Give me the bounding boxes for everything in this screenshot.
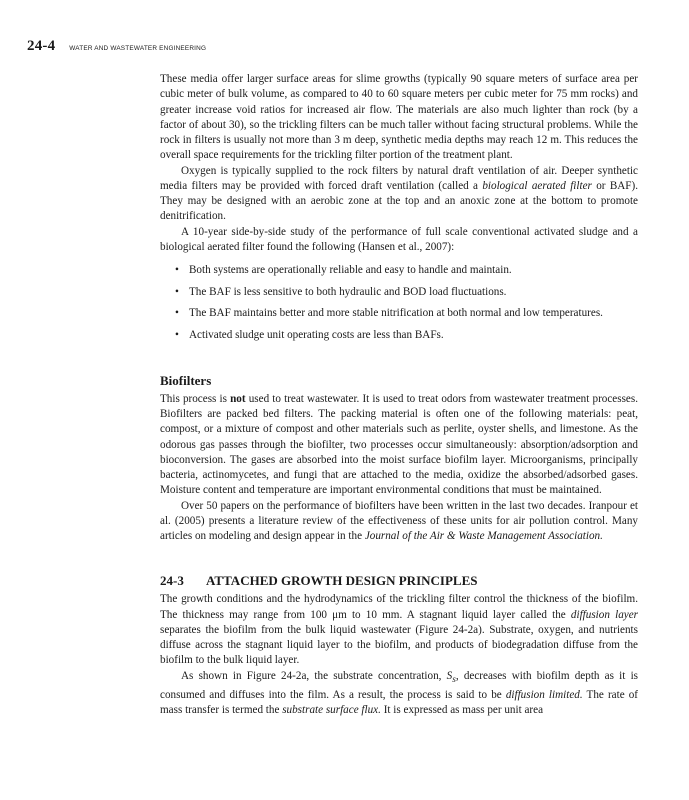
paragraph: Oxygen is typically supplied to the rock filters by natural draft ventilation of air. Deeper synthetic media filters may be provided with forced draft ventilation (called a biological aerated filter or BAF). They may be designed with an aerobic zone at the top and an anoxic zone at the bottom to promote denitrification.: [160, 164, 638, 223]
running-head: WATER AND WASTEWATER ENGINEERING: [69, 45, 207, 52]
page-body: [160, 72, 638, 719]
section-heading: [160, 573, 638, 589]
section-title: ATTACHED GROWTH DESIGN PRINCIPLES: [206, 573, 478, 589]
term: substrate surface flux.: [282, 704, 381, 717]
list-item: • Both systems are operationally reliable and easy to handle and maintain.: [160, 263, 638, 278]
findings-list: [160, 263, 638, 343]
paragraph: These media offer larger surface areas for slime growths (typically 90 square meters of surface area per cubic meter of bulk volume, as compared to 40 to 60 square meters per cubic meter for 75 mm rocks) and greater increase void ratios for increased air flow. The materials are also much lighter than rock (by a factor of about 30), so the trickling filters can be much taller without facing structural problems. While the rock in filters is usually not more than 3 m deep, synthetic media depths may reach 12 m. This reduces the overall space requirements for the trickling filter portion of the treatment plant.: [160, 73, 638, 162]
journal-title: Journal of the Air & Waste Management Association.: [364, 530, 603, 543]
list-item: • The BAF maintains better and more stable nitrification at both normal and low temperatures.: [160, 306, 638, 321]
list-item: • Activated sludge unit operating costs are less than BAFs.: [160, 328, 638, 343]
paragraph: As shown in Figure 24-2a, the substrate concentration, $S_s$, decreases with biofilm depth as it is consumed and diffuses into the film. As a result, the process is said to be diffusion limited. The rate of mass transfer is termed the substrate surface flux. It is expressed as mass per unit area: [160, 669, 639, 717]
section-number: 24-3: [160, 573, 184, 589]
page-number: 24-4: [27, 38, 56, 54]
term: diffusion limited.: [505, 689, 583, 701]
subsection-heading: Biofilters: [160, 372, 212, 388]
paragraph: Over 50 papers on the performance of biofilters have been written in the last two decades. Iranpour et al. (2005) presents a literature review of the effectiveness of these units for air pollution control. Many articles on modeling and design appear in the Journal of the Air & Waste Management Association.: [160, 499, 638, 543]
list-item: • The BAF is less sensitive to both hydraulic and BOD load fluctuations.: [160, 285, 638, 300]
paragraph: A 10-year side-by-side study of the performance of full scale conventional activated sludge and a biological aerated filter found the following (Hansen et al., 2007):: [160, 225, 638, 253]
paragraph: The growth conditions and the hydrodynamics of the trickling filter control the thickness of the biofilm. The thickness may range from 100 μm to 10 mm. A stagnant liquid layer called the diffusion layer separates the biofilm from the bulk liquid wastewater (Figure 24-2a). Substrate, oxygen, and nutrients diffuse across the stagnant liquid layer to the biofilm, and products of biodegradation diffuse from the biofilm to the bulk liquid layer.: [160, 593, 638, 667]
term: diffusion layer: [570, 608, 638, 621]
page-header: [27, 38, 206, 55]
variable-subscript: s: [452, 674, 456, 685]
variable: S: [446, 669, 453, 682]
paragraph: This process is not used to treat wastewater. It is used to treat odors from wastewater treatment processes. Biofilters are packed bed filters. The packing material is often one of the following materials: peat, compost, or a mixture of compost and other materials such as perlite, oyster shells, and limestone. As the odorous gas passes through the biofilter, two processes occur simultaneously: absorption/adsorption and bioconversion. The gases are absorbed into the moist surface biofilm layer. Microorganisms, principally bacteria, actinomycetes, and fungi that are attached to the media, oxidize the absorbed/adsorbed gases. Moisture content and temperature are important environmental conditions that must be maintained.: [160, 392, 638, 497]
term: biological aerated filter: [482, 179, 592, 192]
